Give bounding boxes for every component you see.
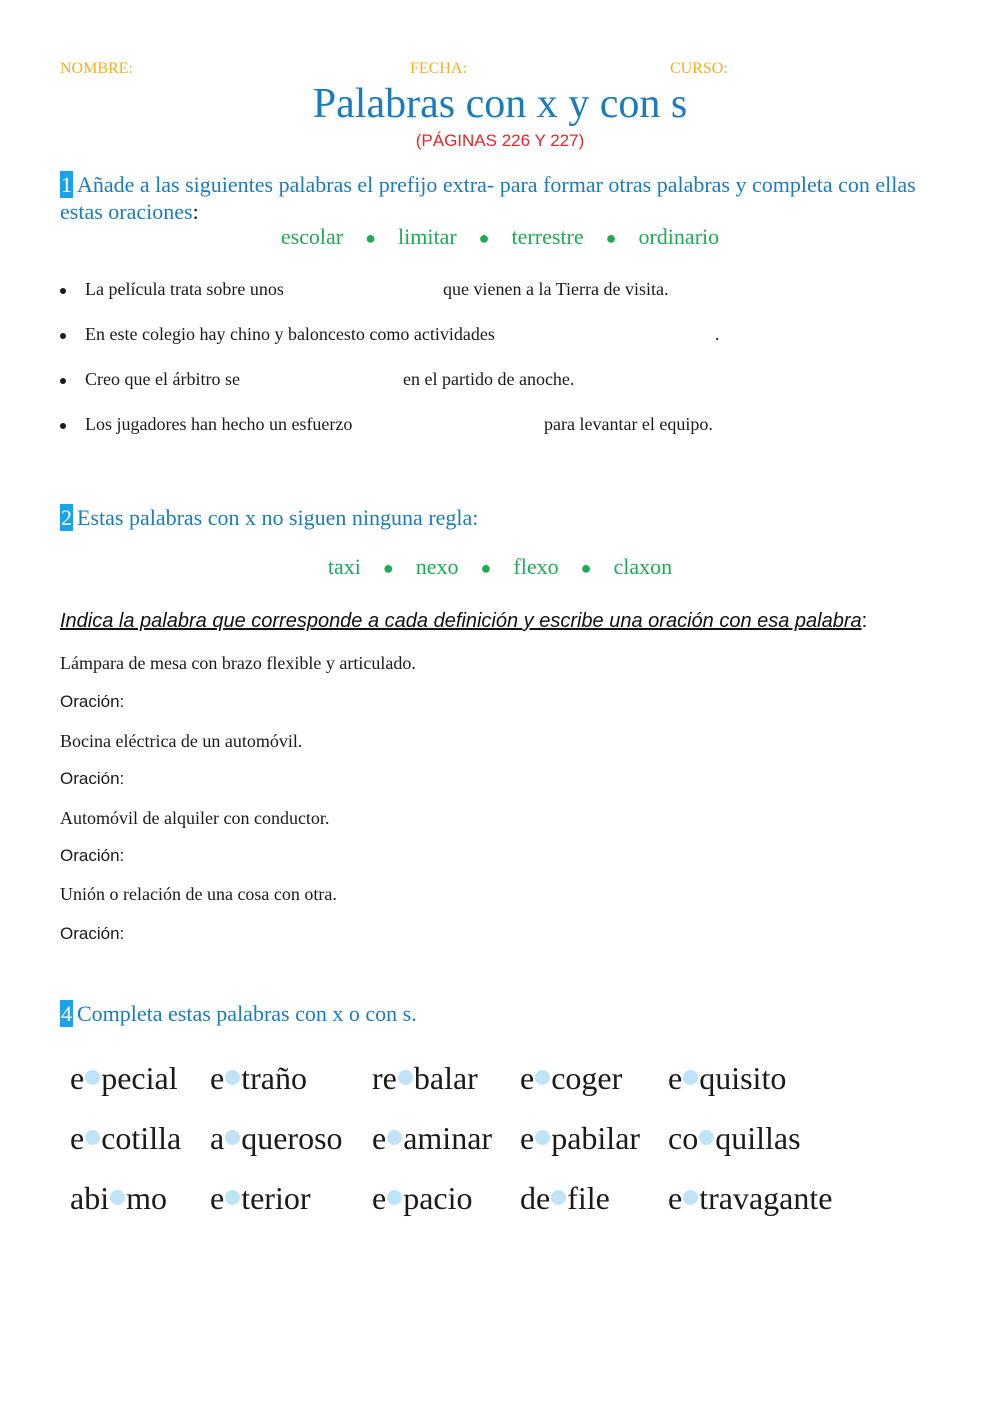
letter-gap[interactable] [699, 1130, 714, 1145]
word-bank-item: limitar [398, 224, 457, 249]
word-part: travagante [699, 1180, 833, 1216]
fill-word [210, 1120, 343, 1157]
section-number-badge: 4 [61, 1001, 72, 1026]
bullet-dot [60, 288, 66, 294]
sentence-text: Los jugadores han hecho un esfuerzo [85, 414, 353, 434]
letter-gap[interactable] [535, 1070, 550, 1085]
bullet-separator: ● [480, 558, 492, 578]
fill-word [520, 1060, 622, 1097]
fill-word [70, 1060, 178, 1097]
bullet-separator: ● [580, 558, 592, 578]
word-part: a [210, 1120, 225, 1156]
task-instruction-text: Indica la palabra que corresponde a cada definición y escribe una oración con esa palabra [60, 610, 862, 632]
sentence-text: para levantar el equipo. [544, 414, 713, 434]
fecha-label: FECHA: [410, 60, 467, 77]
letter-gap[interactable] [683, 1070, 698, 1085]
word-part: quisito [699, 1060, 787, 1096]
definition-text: Lámpara de mesa con brazo flexible y articulado. [60, 653, 416, 673]
word-part: de [520, 1180, 551, 1216]
bullet-separator: ● [478, 228, 490, 248]
fill-word [668, 1180, 832, 1217]
bullet-separator: ● [365, 228, 377, 248]
page-title: Palabras con x y con s [312, 81, 688, 127]
word-part: pecial [101, 1060, 178, 1096]
section-2-instruction: Estas palabras con x no siguen ninguna regla: [77, 505, 479, 530]
bullet-dot [60, 378, 66, 384]
word-part: pabilar [551, 1120, 641, 1156]
word-part: aminar [403, 1120, 493, 1156]
sentence-text: . [715, 324, 720, 344]
letter-gap[interactable] [110, 1190, 125, 1205]
word-part: mo [126, 1180, 167, 1216]
word-bank-item: claxon [613, 554, 673, 579]
word-bank-item: nexo [415, 554, 459, 579]
word-part: pacio [403, 1180, 473, 1216]
section-1-heading [60, 171, 940, 225]
letter-gap[interactable] [85, 1130, 100, 1145]
word-part: queroso [241, 1120, 343, 1156]
section-4-instruction: Completa estas palabras con x o con s. [77, 1001, 417, 1026]
word-part: e [668, 1060, 683, 1096]
oracion-label: Oración: [60, 769, 125, 788]
section-2-heading [60, 504, 478, 531]
sentence-text: en el partido de anoche. [403, 369, 575, 389]
oracion-label: Oración: [60, 692, 125, 711]
word-part: co [668, 1120, 699, 1156]
word-part: coger [551, 1060, 623, 1096]
section-1-instruction: Añade a las siguientes palabras el prefijo extra- para formar otras palabras y completa con ellas estas oraciones [60, 172, 916, 224]
fill-word [520, 1120, 640, 1157]
letter-gap[interactable] [683, 1190, 698, 1205]
word-part: e [70, 1120, 85, 1156]
word-bank-item: ordinario [638, 224, 720, 249]
definition-text: Unión o relación de una cosa con otra. [60, 884, 337, 904]
word-part: quillas [715, 1120, 801, 1156]
word-part: abi [70, 1180, 110, 1216]
letter-gap[interactable] [225, 1190, 240, 1205]
fill-word [668, 1060, 786, 1097]
definition-text: Automóvil de alquiler con conductor. [60, 808, 330, 828]
section-4-heading [60, 1000, 417, 1027]
fill-word [372, 1060, 478, 1097]
letter-gap[interactable] [398, 1070, 413, 1085]
fill-word [520, 1180, 610, 1217]
letter-gap[interactable] [535, 1130, 550, 1145]
bullet-separator: ● [382, 558, 394, 578]
word-part: e [210, 1060, 225, 1096]
sentence-text: En este colegio hay chino y baloncesto como actividades [85, 324, 495, 344]
letter-gap[interactable] [551, 1190, 566, 1205]
sentence-text: Creo que el árbitro se [85, 369, 240, 389]
letter-gap[interactable] [387, 1130, 402, 1145]
section-number-badge: 1 [61, 172, 72, 197]
fill-word [372, 1120, 492, 1157]
fill-word [70, 1120, 181, 1157]
bullet-separator: ● [605, 228, 617, 248]
bullet-dot [60, 333, 66, 339]
page-subtitle: (PÁGINAS 226 Y 227) [415, 131, 585, 150]
oracion-label: Oración: [60, 846, 125, 865]
sentence-text: que vienen a la Tierra de visita. [443, 279, 669, 299]
word-part: e [520, 1060, 535, 1096]
word-bank-item: taxi [327, 554, 361, 579]
word-part: traño [241, 1060, 307, 1096]
fill-word [210, 1180, 311, 1217]
section-1-colon: : [192, 199, 199, 224]
word-part: e [372, 1180, 387, 1216]
letter-gap[interactable] [225, 1130, 240, 1145]
nombre-label: NOMBRE: [60, 60, 133, 77]
word-bank-2 [0, 554, 1000, 580]
fill-word [210, 1060, 307, 1097]
word-bank-item: terrestre [511, 224, 584, 249]
section-number-badge: 2 [61, 505, 72, 530]
definition-text: Bocina eléctrica de un automóvil. [60, 731, 303, 751]
word-part: e [210, 1180, 225, 1216]
word-bank-item: escolar [280, 224, 344, 249]
word-part: e [520, 1120, 535, 1156]
word-part: e [372, 1120, 387, 1156]
fill-word [70, 1180, 167, 1217]
sentence-text: La película trata sobre unos [85, 279, 284, 299]
task-instruction [60, 610, 867, 633]
word-part: balar [413, 1060, 478, 1096]
letter-gap[interactable] [225, 1070, 240, 1085]
word-part: e [668, 1180, 683, 1216]
word-bank-item: flexo [513, 554, 559, 579]
bullet-dot [60, 423, 66, 429]
word-bank-1 [0, 224, 1000, 250]
fill-word [668, 1120, 801, 1157]
letter-gap[interactable] [85, 1070, 100, 1085]
word-part: terior [241, 1180, 311, 1216]
task-colon: : [861, 610, 868, 632]
word-part: e [70, 1060, 85, 1096]
word-part: cotilla [101, 1120, 182, 1156]
curso-label: CURSO: [670, 60, 728, 77]
oracion-label: Oración: [60, 924, 125, 943]
word-part: re [372, 1060, 397, 1096]
word-part: file [567, 1180, 610, 1216]
letter-gap[interactable] [387, 1190, 402, 1205]
fill-word [372, 1180, 473, 1217]
